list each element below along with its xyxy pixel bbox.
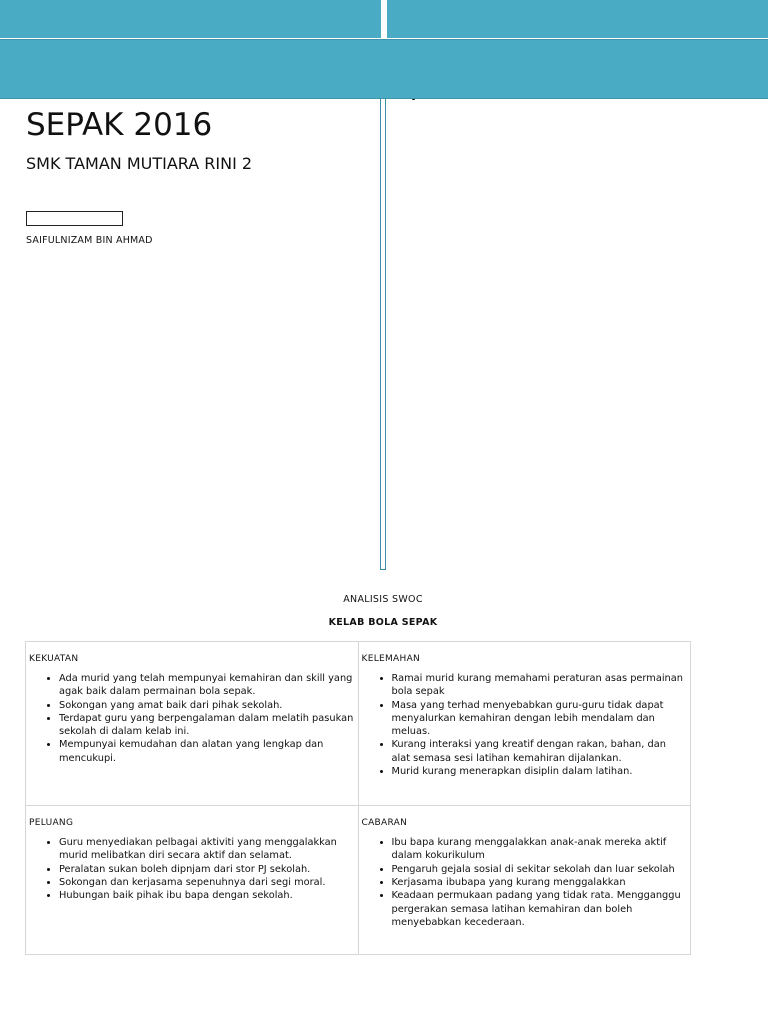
swoc-table bbox=[25, 641, 691, 955]
swoc-row bbox=[26, 806, 691, 955]
club-heading: KELAB BOLA SEPAK bbox=[328, 617, 438, 628]
author-name: SAIFULNIZAM BIN AHMAD bbox=[26, 235, 153, 246]
list-item: • Terdapat guru yang berpengalaman dalam melatih pasukan sekolah di dalam kelab ini. bbox=[59, 712, 355, 739]
list-item: • Mempunyai kemudahan dan alatan yang lengkap dan mencukupi. bbox=[59, 738, 355, 765]
list-item: • Ibu bapa kurang menggalakkan anak-anak mereka aktif dalam kokurikulum bbox=[392, 836, 688, 863]
vertical-divider bbox=[380, 96, 386, 570]
document-title: SEPAK 2016 bbox=[26, 107, 213, 143]
blank-field-box bbox=[26, 211, 123, 226]
kelemahan-label: KELEMAHAN bbox=[361, 654, 421, 664]
peluang-cell bbox=[26, 806, 359, 955]
list-item: • Pengaruh gejala sosial di sekitar sekolah dan luar sekolah bbox=[392, 863, 688, 876]
list-item: • Ramai murid kurang memahami peraturan asas permainan bola sepak bbox=[392, 672, 688, 699]
header-band-gap bbox=[381, 0, 387, 38]
list-item: • Kerjasama ibubapa yang kurang menggalakkan bbox=[392, 876, 688, 889]
list-item: • Sokongan yang amat baik dari pihak sekolah. bbox=[59, 699, 355, 712]
kelemahan-cell bbox=[358, 642, 691, 806]
kekuatan-label: KEKUATAN bbox=[29, 654, 79, 664]
header-band bbox=[0, 39, 768, 99]
peluang-list bbox=[29, 836, 355, 902]
list-item: • Masa yang terhad menyebabkan guru-guru tidak dapat menyalurkan kemahiran dengan lebih mendalam dan meluas. bbox=[392, 699, 688, 739]
peluang-label: PELUANG bbox=[29, 818, 74, 829]
school-name: SMK TAMAN MUTIARA RINI 2 bbox=[26, 154, 253, 173]
kelemahan-list bbox=[362, 672, 688, 778]
list-item: • Ada murid yang telah mempunyai kemahiran dan skill yang agak baik dalam permainan bola sepak. bbox=[59, 672, 355, 699]
kekuatan-list bbox=[29, 672, 355, 765]
cabaran-cell bbox=[358, 806, 691, 955]
cabaran-label: CABARAN bbox=[361, 818, 408, 829]
list-item: • Keadaan permukaan padang yang tidak rata. Mengganggu pergerakan semasa latihan kemahiran dan boleh menyebabkan kecederaan. bbox=[392, 889, 688, 929]
list-item: • Kurang interaksi yang kreatif dengan rakan, bahan, dan alat semasa sesi latihan kemahiran dijalankan. bbox=[392, 738, 688, 765]
list-item: • Murid kurang menerapkan disiplin dalam latihan. bbox=[392, 765, 688, 778]
kekuatan-cell bbox=[26, 642, 359, 806]
list-item: • Guru menyediakan pelbagai aktiviti yang menggalakkan murid melibatkan diri secara aktif dan selamat. bbox=[59, 836, 355, 863]
list-item: • Peralatan sukan boleh dipnjam dari stor PJ sekolah. bbox=[59, 863, 355, 876]
cabaran-list bbox=[362, 836, 688, 929]
list-item: • Sokongan dan kerjasama sepenuhnya dari segi moral. bbox=[59, 876, 355, 889]
swoc-heading: ANALISIS SWOC bbox=[343, 594, 423, 605]
swoc-row bbox=[26, 642, 691, 806]
list-item: • Hubungan baik pihak ibu bapa dengan sekolah. bbox=[59, 889, 355, 902]
